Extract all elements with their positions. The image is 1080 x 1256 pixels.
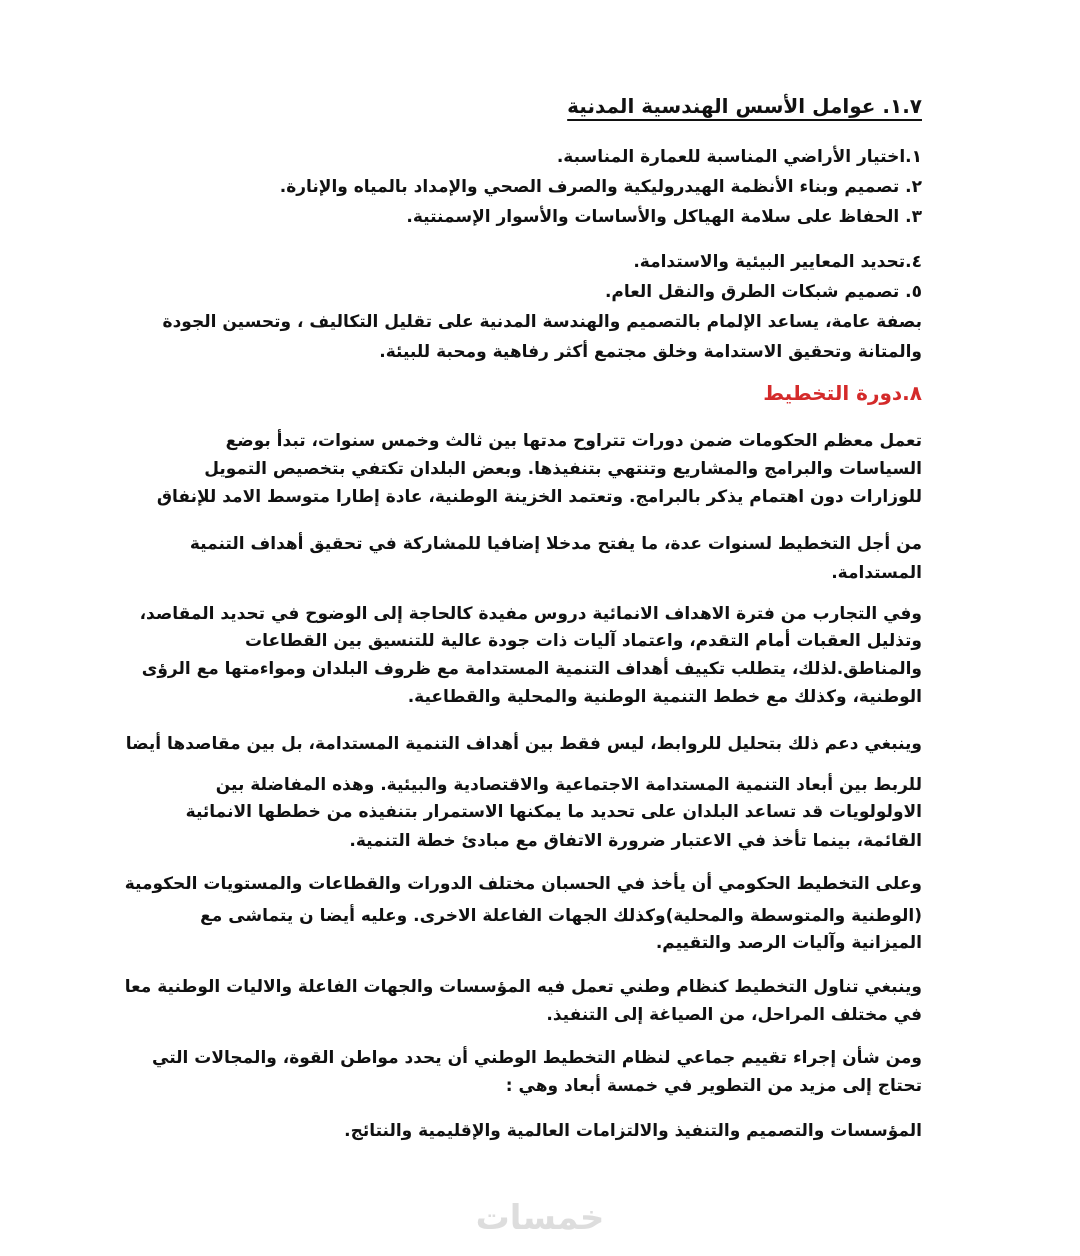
section-heading: ٨.دورة التخطيط — [763, 381, 922, 405]
summary-line: بصفة عامة، يساعد الإلمام بالتصميم والهندسة المدنية على تقليل التكاليف ، وتحسين الجودة — [162, 312, 922, 332]
list-item: ٥. تصميم شبكات الطرق والنقل العام. — [604, 282, 922, 302]
paragraph-line: وتذليل العقبات أمام التقدم، واعتماد آليات ذات جودة عالية للتنسيق بين القطاعات — [245, 631, 922, 651]
paragraph-line: للوزارات دون اهتمام يذكر بالبرامج. وتعتمد الخزينة الوطنية، عادة إطارا متوسط الامد للإنفاق — [156, 487, 922, 507]
paragraph-line: المؤسسات والتصميم والتنفيذ والالتزامات العالمية والإقليمية والنتائج. — [344, 1121, 922, 1141]
paragraph-line: وينبغي دعم ذلك بتحليل للروابط، ليس فقط بين أهداف التنمية المستدامة، بل بين مقاصدها أيضا — [125, 734, 922, 754]
paragraph-line: القائمة، بينما تأخذ في الاعتبار ضرورة الاتفاق مع مبادئ خطة التنمية. — [349, 831, 922, 851]
list-item: ٣. الحفاظ على سلامة الهياكل والأساسات والأسوار الإسمنتية. — [406, 207, 922, 227]
paragraph-line: وينبغي تناول التخطيط كنظام وطني تعمل فيه المؤسسات والجهات الفاعلة والاليات الوطنية معا — [124, 977, 922, 997]
paragraph-line: من أجل التخطيط لسنوات عدة، ما يفتح مدخلا إضافيا للمشاركة في تحقيق أهداف التنمية — [189, 534, 922, 554]
watermark-logo: خمسات — [475, 1198, 605, 1238]
list-item: ٤.تحديد المعايير البيئية والاستدامة. — [633, 252, 922, 272]
paragraph-line: في مختلف المراحل، من الصياغة إلى التنفيذ. — [546, 1005, 922, 1025]
paragraph-line: تعمل معظم الحكومات ضمن دورات تتراوح مدتها بين ثالث وخمس سنوات، تبدأ بوضع — [225, 431, 922, 451]
paragraph-line: الوطنية، وكذلك مع خطط التنمية الوطنية والمحلية والقطاعية. — [407, 687, 922, 707]
paragraph-line: (الوطنية والمتوسطة والمحلية)وكذلك الجهات الفاعلة الاخرى. وعليه أيضا ن يتماشى مع — [200, 906, 922, 926]
paragraph-line: والمناطق.لذلك، يتطلب تكييف أهداف التنمية المستدامة مع ظروف البلدان ومواءمتها مع الرؤى — [141, 659, 922, 679]
paragraph-line: الميزانية وآليات الرصد والتقييم. — [655, 933, 922, 953]
list-item: ١.اختيار الأراضي المناسبة للعمارة المناسبة. — [556, 147, 922, 167]
summary-line: والمتانة وتحقيق الاستدامة وخلق مجتمع أكثر رفاهية ومحبة للبيئة. — [379, 342, 922, 362]
paragraph-line: المستدامة. — [831, 563, 922, 583]
paragraph-line: ومن شأن إجراء تقييم جماعي لنظام التخطيط الوطني أن يحدد مواطن القوة، والمجالات التي — [152, 1048, 922, 1068]
paragraph-line: للربط بين أبعاد التنمية المستدامة الاجتماعية والاقتصادية والبيئية. وهذه المفاضلة بين — [215, 775, 922, 795]
paragraph-line: وعلى التخطيط الحكومي أن يأخذ في الحسبان مختلف الدورات والقطاعات والمستويات الحكومية — [124, 874, 922, 894]
paragraph-line: تحتاج إلى مزيد من التطوير في خمسة أبعاد وهي : — [505, 1076, 922, 1096]
paragraph-line: وفي التجارب من فترة الاهداف الانمائية دروس مفيدة كالحاجة إلى الوضوح في تحديد المقاصد، — [139, 604, 922, 624]
section-title: ١.٧. عوامل الأسس الهندسية المدنية — [567, 94, 922, 118]
list-item: ٢. تصميم وبناء الأنظمة الهيدروليكية والصرف الصحي والإمداد بالمياه والإنارة. — [279, 177, 922, 197]
paragraph-line: السياسات والبرامج والمشاريع وتنتهي بتنفيذها. وبعض البلدان تكتفي بتخصيص التمويل — [204, 459, 922, 479]
paragraph-line: الاولولويات قد تساعد البلدان على تحديد ما يمكنها الاستمرار بتنفيذه من خططها الانمائية — [185, 802, 922, 822]
